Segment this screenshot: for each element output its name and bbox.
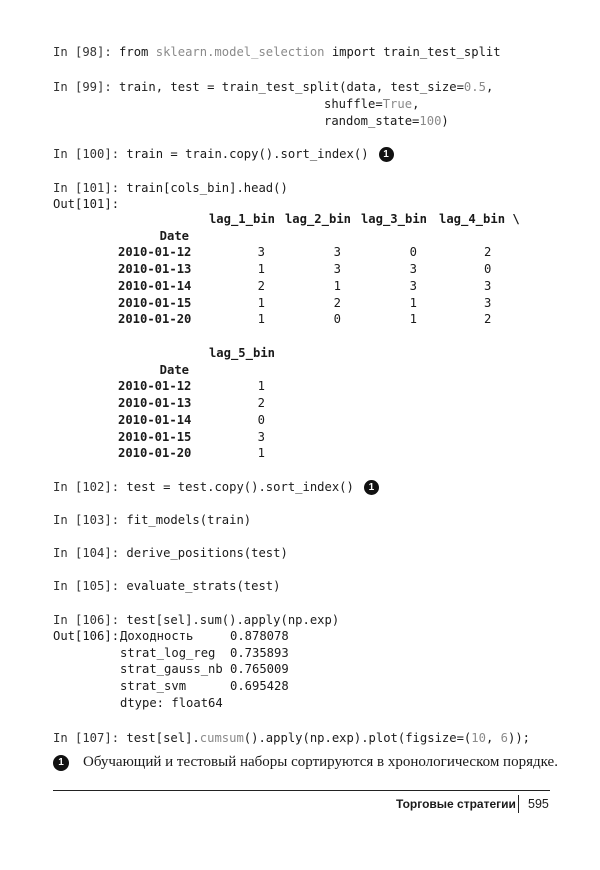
index-label: 2010-01-13 (118, 396, 192, 411)
callout-marker: 1 (53, 755, 69, 771)
code-keyword: from (119, 45, 156, 59)
table-row (118, 412, 275, 429)
table-row (118, 295, 531, 312)
series-row (120, 628, 289, 645)
series-row (120, 661, 289, 678)
table-cell: 0 (409, 245, 417, 260)
code-text: )); (507, 731, 530, 745)
code-continuation (324, 113, 449, 129)
prompt: In [98]: (53, 45, 112, 59)
table-cell: 2 (484, 312, 492, 327)
series-output (120, 628, 289, 712)
index-label: 2010-01-20 (118, 446, 192, 461)
column-header: lag_3_bin (360, 212, 427, 226)
code-text: , (485, 731, 501, 745)
table-row (118, 261, 531, 278)
table-row (118, 278, 531, 295)
code-continuation (324, 96, 419, 112)
code-cell-99 (53, 79, 493, 95)
dataframe-table-1 (118, 211, 531, 328)
code-text: evaluate_strats(test) (126, 579, 281, 593)
dataframe-table-2 (118, 345, 275, 462)
index-label: 2010-01-14 (118, 412, 192, 427)
code-text: ) (441, 114, 449, 128)
series-value: 0.878078 (230, 629, 289, 643)
prompt: In [101]: (53, 181, 120, 195)
code-text: fit_models(train) (126, 513, 252, 527)
table-row (118, 395, 275, 412)
code-cell-103 (53, 512, 251, 528)
table-cell: 3 (333, 262, 341, 277)
table-row (118, 244, 531, 261)
callout-marker: 1 (364, 480, 379, 495)
index-label: 2010-01-20 (118, 312, 192, 327)
index-name: Date (159, 228, 189, 243)
code-number: 6 (500, 731, 508, 745)
prompt: In [107]: (53, 731, 120, 745)
column-header: lag_2_bin (284, 212, 351, 226)
code-text: shuffle= (324, 97, 383, 111)
series-row (120, 645, 289, 662)
series-row (120, 678, 289, 695)
code-text: , (485, 80, 494, 94)
index-name: Date (159, 362, 189, 377)
table-cell: 1 (409, 295, 417, 310)
code-number: 100 (419, 114, 442, 128)
page-number: 595 (528, 797, 549, 811)
footer-rule (53, 790, 550, 791)
output-prompt: Out[106]: (53, 629, 120, 643)
code-text: test[sel]. (126, 731, 200, 745)
table-row (118, 378, 275, 395)
column-header: lag_1_bin (208, 212, 275, 226)
column-header: lag_5_bin (208, 346, 275, 360)
table-cell: 1 (333, 278, 341, 293)
table-cell: 3 (409, 262, 417, 277)
column-header: lag_4_bin \ (439, 212, 520, 226)
table-cell: 1 (257, 295, 265, 310)
index-label: 2010-01-12 (118, 245, 192, 260)
table-cell: 2 (333, 295, 341, 310)
series-value: 0.695428 (230, 679, 289, 694)
table-cell: 1 (409, 312, 417, 327)
index-label: 2010-01-12 (118, 379, 192, 394)
code-text: test = test.copy().sort_index() (126, 480, 354, 494)
table-cell: 1 (257, 379, 265, 394)
code-text: derive_positions(test) (126, 546, 288, 560)
table-cell: 3 (333, 245, 341, 260)
table-cell: 1 (257, 262, 265, 277)
code-cell-101 (53, 180, 288, 196)
footnote-text: Обучающий и тестовый наборы сортируются в хронологическом порядке. (83, 754, 558, 770)
table-row (118, 445, 275, 462)
code-text: train, test = train_test_split(data, test_size= (119, 80, 464, 94)
code-literal: True (382, 97, 413, 111)
footer-divider (518, 795, 519, 813)
code-text: test[sel].sum().apply(np.exp) (126, 613, 340, 627)
code-cell-107 (53, 730, 530, 746)
code-cell-106 (53, 612, 339, 628)
code-number: 0.5 (463, 80, 486, 94)
code-text: train = train.copy().sort_index() (126, 147, 369, 161)
table-cell: 3 (409, 278, 417, 293)
code-number: 10 (471, 731, 486, 745)
table-cell: 0 (257, 412, 265, 427)
code-cell-102 (53, 479, 379, 495)
running-footer-section: Торговые стратегии (396, 797, 516, 811)
code-text: ().apply(np.exp).plot(figsize=( (243, 731, 472, 745)
footnote (53, 754, 558, 771)
code-text: random_state= (324, 114, 420, 128)
table-cell: 3 (484, 278, 492, 293)
table-row (118, 429, 275, 446)
series-label: strat_svm (120, 679, 187, 694)
series-value: 0.735893 (230, 645, 289, 660)
code-cell-105 (53, 578, 280, 594)
prompt: In [105]: (53, 579, 120, 593)
prompt: In [99]: (53, 80, 112, 94)
code-cell-104 (53, 545, 288, 561)
code-text: train[cols_bin].head() (126, 181, 288, 195)
series-dtype: dtype: float64 (120, 695, 223, 710)
series-label: strat_gauss_nb (120, 662, 223, 677)
code-text: import train_test_split (324, 45, 501, 59)
table-cell: 3 (484, 295, 492, 310)
table-cell: 1 (257, 312, 265, 327)
prompt: In [104]: (53, 546, 120, 560)
table-cell: 3 (257, 429, 265, 444)
index-label: 2010-01-15 (118, 429, 192, 444)
table-cell: 2 (484, 245, 492, 260)
prompt: In [100]: (53, 147, 120, 161)
index-label: 2010-01-14 (118, 278, 192, 293)
table-cell: 2 (257, 396, 265, 411)
series-value: 0.765009 (230, 662, 289, 677)
table-cell: 0 (333, 312, 341, 327)
series-label: Доходность (120, 629, 194, 643)
code-method: cumsum (199, 731, 244, 745)
code-cell-98 (53, 44, 501, 60)
table-cell: 3 (257, 245, 265, 260)
index-label: 2010-01-15 (118, 295, 192, 310)
table-cell: 1 (257, 446, 265, 461)
table-row (118, 311, 531, 328)
table-cell: 2 (257, 278, 265, 293)
prompt: In [106]: (53, 613, 120, 627)
prompt: In [102]: (53, 480, 120, 494)
code-cell-100 (53, 146, 394, 162)
series-label: strat_log_reg (120, 645, 216, 660)
prompt: In [103]: (53, 513, 120, 527)
module-name: sklearn.model_selection (155, 45, 325, 59)
callout-marker: 1 (379, 147, 394, 162)
output-prompt: Out[101]: (53, 197, 120, 211)
code-text: , (412, 97, 420, 111)
index-label: 2010-01-13 (118, 262, 192, 277)
table-cell: 0 (484, 262, 492, 277)
